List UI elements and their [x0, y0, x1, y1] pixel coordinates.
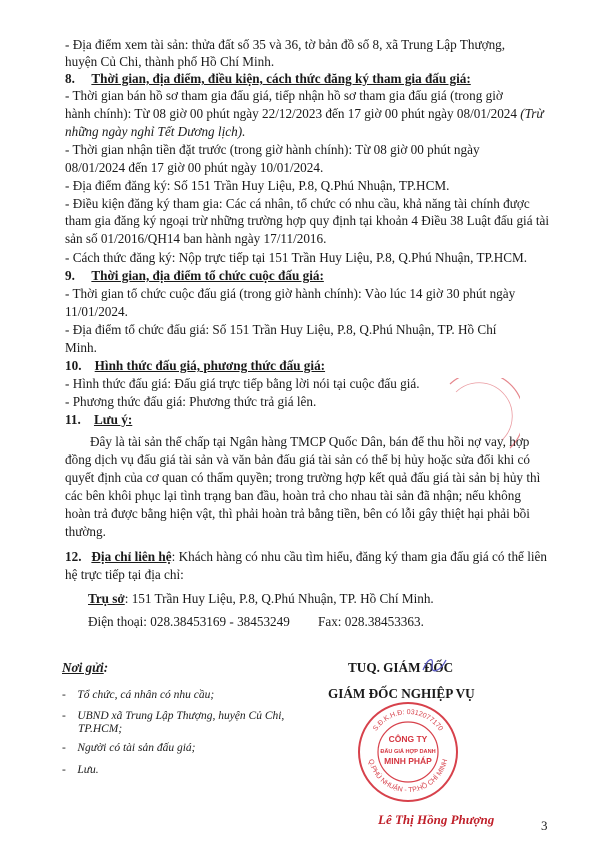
recipient-item: - Người có tài sản đấu giá;: [62, 742, 196, 754]
recipient-text: Tổ chức, cá nhân có nhu cầu;: [77, 689, 215, 701]
text-line: thường.: [65, 524, 106, 539]
signer-title: TUQ. GIÁM ĐỐC: [348, 660, 454, 675]
recipient-text: Lưu.: [77, 764, 99, 776]
section-11-heading: [65, 412, 132, 428]
recipient-item: - Lưu.: [62, 764, 99, 776]
section-number: 8.: [65, 71, 75, 86]
text-line: quyết định của cơ quan có thẩm quyền; trong trường hợp kết quả đấu giá tài sản bị hủy thì: [65, 470, 541, 485]
stamp-ring-bottom: Q.PHÚ NHUẬN - TP.HỒ CHÍ MINH: [366, 758, 450, 795]
section-title: Lưu ý:: [93, 412, 133, 427]
recipient-item: - Tổ chức, cá nhân có nhu cầu;: [62, 689, 215, 701]
stamp-center-line3: MINH PHÁP: [384, 756, 432, 766]
text-line: - Điều kiện đăng ký tham gia: Các cá nhân, tổ chức có nhu cầu, khả năng tài chính được: [65, 196, 530, 211]
recipient-item-continued: TP.HCM;: [78, 723, 123, 735]
seal-fragment: [440, 378, 520, 462]
signature-mark: [420, 652, 450, 680]
section-title: Hình thức đấu giá, phương thức đấu giá:: [94, 358, 326, 373]
text-line: sản số 01/2016/QH14 ban hành ngày 17/11/2016.: [65, 231, 327, 246]
svg-text:S.Đ.K.H.Đ: 0312077170: [372, 709, 444, 732]
recipients-heading: [62, 660, 108, 676]
text-span: hành chính): Từ 08 giờ 00 phút ngày 22/12/2023 đến 17 giờ 00 phút ngày 08/01/2024: [65, 106, 517, 121]
text-line: Minh.: [65, 340, 97, 355]
section-number: 10.: [65, 358, 82, 373]
recipient-item: - UBND xã Trung Lập Thượng, huyện Củ Chi,: [62, 710, 285, 722]
text-line: - Cách thức đăng ký: Nộp trực tiếp tại 151 Trần Huy Liệu, P.8, Q.Phú Nhuận, TP.HCM.: [65, 250, 528, 265]
section-8-heading: [65, 71, 471, 87]
office-address: [88, 591, 434, 607]
text-line: hoàn trả được bằng hiện vật, thì phải hoàn trả bằng tiền, bên có lỗi gây thiệt hại phải bồi: [65, 506, 530, 521]
text-line: [65, 106, 544, 122]
text-span-italic: (Trừ: [520, 106, 544, 121]
text-line: các bên khôi phục lại tình trạng ban đầu, hoàn trả cho nhau tài sản đã nhận; nếu không: [65, 488, 521, 503]
stamp-center-line2: ĐẤU GIÁ HỢP DANH: [380, 749, 436, 755]
text-span: : Khách hàng có nhu cầu tìm hiểu, đăng ký tham gia đấu giá có thể liên: [171, 549, 547, 564]
page-number: 3: [541, 818, 548, 833]
office-label: Trụ sở: [88, 591, 125, 606]
text-line: những ngày nghỉ Tết Dương lịch).: [65, 124, 246, 139]
fax-line: Fax: 028.38453363.: [318, 614, 424, 629]
text-line: - Địa điểm xem tài sản: thửa đất số 35 và 36, tờ bản đồ số 8, xã Trung Lập Thượng,: [65, 37, 506, 52]
text-line: - Phương thức đấu giá: Phương thức trả giá lên.: [65, 394, 317, 409]
signer-position: GIÁM ĐỐC NGHIỆP VỤ: [328, 686, 475, 701]
stamp-ring-top: S.Đ.K.H.Đ: 0312077170: [372, 708, 444, 733]
text-line: - Địa điểm tổ chức đấu giá: Số 151 Trần Huy Liệu, P.8, Q.Phú Nhuận, TP. Hồ Chí: [65, 322, 497, 337]
section-12-heading: [65, 549, 547, 565]
text-line: 11/01/2024.: [65, 304, 128, 319]
text-line: - Thời gian nhận tiền đặt trước (trong giờ hành chính): Từ 08 giờ 00 phút ngày: [65, 142, 480, 157]
section-9-heading: [65, 268, 324, 284]
stamp-center-line1: CÔNG TY: [388, 734, 428, 744]
recipient-text: UBND xã Trung Lập Thượng, huyện Củ Chi,: [77, 710, 285, 722]
phone-line: Điện thoại: 028.38453169 - 38453249: [88, 614, 290, 629]
recipient-text: Người có tài sản đấu giá;: [77, 742, 196, 754]
text-line: - Thời gian tổ chức cuộc đấu giá (trong giờ hành chính): Vào lúc 14 giờ 30 phút ngày: [65, 286, 516, 301]
signature-name: Lê Thị Hồng Phượng: [378, 812, 495, 827]
text-line: huyện Củ Chi, thành phố Hồ Chí Minh.: [65, 54, 275, 69]
section-number: 11.: [65, 412, 81, 427]
recipients-label: Nơi gửi: [62, 660, 104, 675]
text-line: tham gia đăng ký ngoại trừ những trường hợp quy định tại khoản 4 Điều 38 Luật đấu giá tài: [65, 213, 550, 228]
text-line: đồng dịch vụ đấu giá tài sản và văn bản đấu giá tài sản có thể bị hủy hoặc sửa đổi khi có: [65, 452, 530, 467]
section-title: Thời gian, địa điểm tổ chức cuộc đấu giá:: [91, 268, 324, 283]
office-value: : 151 Trần Huy Liệu, P.8, Q.Phú Nhuận, TP. Hồ Chí Minh.: [124, 591, 434, 606]
text-line: Đây là tài sản thế chấp tại Ngân hàng TMCP Quốc Dân, bán để thu hồi nợ vay, hợp: [90, 434, 530, 449]
section-number: 9.: [65, 268, 75, 283]
section-title: Địa chỉ liên hệ: [91, 549, 172, 564]
section-title: Thời gian, địa điểm, điều kiện, cách thức đăng ký tham gia đấu giá:: [91, 71, 471, 86]
text-line: 08/01/2024 đến 17 giờ 00 phút ngày 10/01/2024.: [65, 160, 324, 175]
text-line: - Hình thức đấu giá: Đấu giá trực tiếp bằng lời nói tại cuộc đấu giá.: [65, 376, 420, 391]
section-10-heading: [65, 358, 325, 374]
recipients-colon: :: [103, 660, 109, 675]
text-line: - Địa điểm đăng ký: Số 151 Trần Huy Liệu, P.8, Q.Phú Nhuận, TP.HCM.: [65, 178, 450, 193]
company-stamp: [356, 700, 460, 804]
text-line: - Thời gian bán hồ sơ tham gia đấu giá, tiếp nhận hồ sơ tham gia đấu giá (trong giờ: [65, 88, 503, 103]
section-number: 12.: [65, 549, 82, 564]
text-line: hệ trực tiếp tại địa chỉ:: [65, 567, 184, 582]
